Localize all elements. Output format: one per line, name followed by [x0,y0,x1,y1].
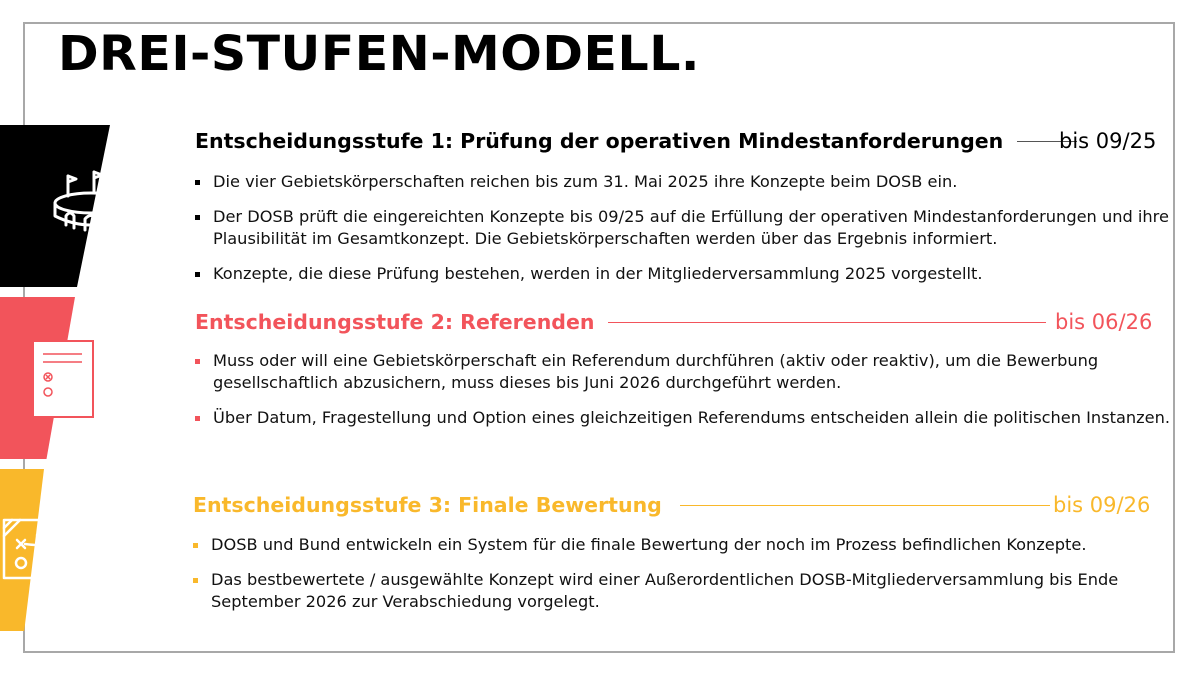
stage-2-rule [608,322,1046,323]
stage-1-due: bis 09/25 [1059,129,1157,153]
list-item: DOSB und Bund entwickeln ein System für die finale Bewertung der noch im Prozess befindlichen Konzepte. [193,534,1170,556]
list-item: Konzepte, die diese Prüfung bestehen, werden in der Mitgliederversammlung 2025 vorgestellt. [195,263,1170,285]
list-item: Über Datum, Fragestellung und Option eines gleichzeitigen Referendums entscheiden allein die politischen Instanzen. [195,407,1170,429]
stage-3-bullets [193,534,1170,613]
stage-2-heading: Entscheidungsstufe 2: Referenden [195,310,595,334]
list-item: Der DOSB prüft die eingereichten Konzepte bis 09/25 auf die Erfüllung der operativen Mindestanforderungen und ihre Plausibilität im Gesamtkonzept. Die Gebietskörperschaften werden über das Ergebnis informiert. [195,206,1170,250]
stage-3-heading-row [193,493,1050,517]
stage-2-due: bis 06/26 [1055,310,1153,334]
stage-1-heading: Entscheidungsstufe 1: Prüfung der operativen Mindestanforderungen [195,129,1004,153]
ballot-icon [30,338,96,420]
stage-2-heading-row [195,310,1046,334]
strategy-board-icon [0,516,66,582]
list-item: Muss oder will eine Gebietskörperschaft ein Referendum durchführen (aktiv oder reaktiv), um die Bewerbung gesellschaftlich abzusichern, muss dieses bis Juni 2026 durchgeführt werden. [195,350,1170,394]
stadium-icon [50,170,136,236]
stage-1-heading-row [195,129,1077,153]
stage-3-due: bis 09/26 [1053,493,1151,517]
stage-3-rule [680,505,1050,506]
slide-title: DREI-STUFEN-MODELL. [58,26,701,82]
list-item: Das bestbewertete / ausgewählte Konzept wird einer Außerordentlichen DOSB-Mitgliederversammlung bis Ende September 2026 zur Verabschiedung vorgelegt. [193,569,1170,613]
stage-2-bullets [195,350,1170,429]
stage-3-heading: Entscheidungsstufe 3: Finale Bewertung [193,493,662,517]
list-item: Die vier Gebietskörperschaften reichen bis zum 31. Mai 2025 ihre Konzepte beim DOSB ein. [195,171,1170,193]
stage-1-bullets [195,171,1170,285]
